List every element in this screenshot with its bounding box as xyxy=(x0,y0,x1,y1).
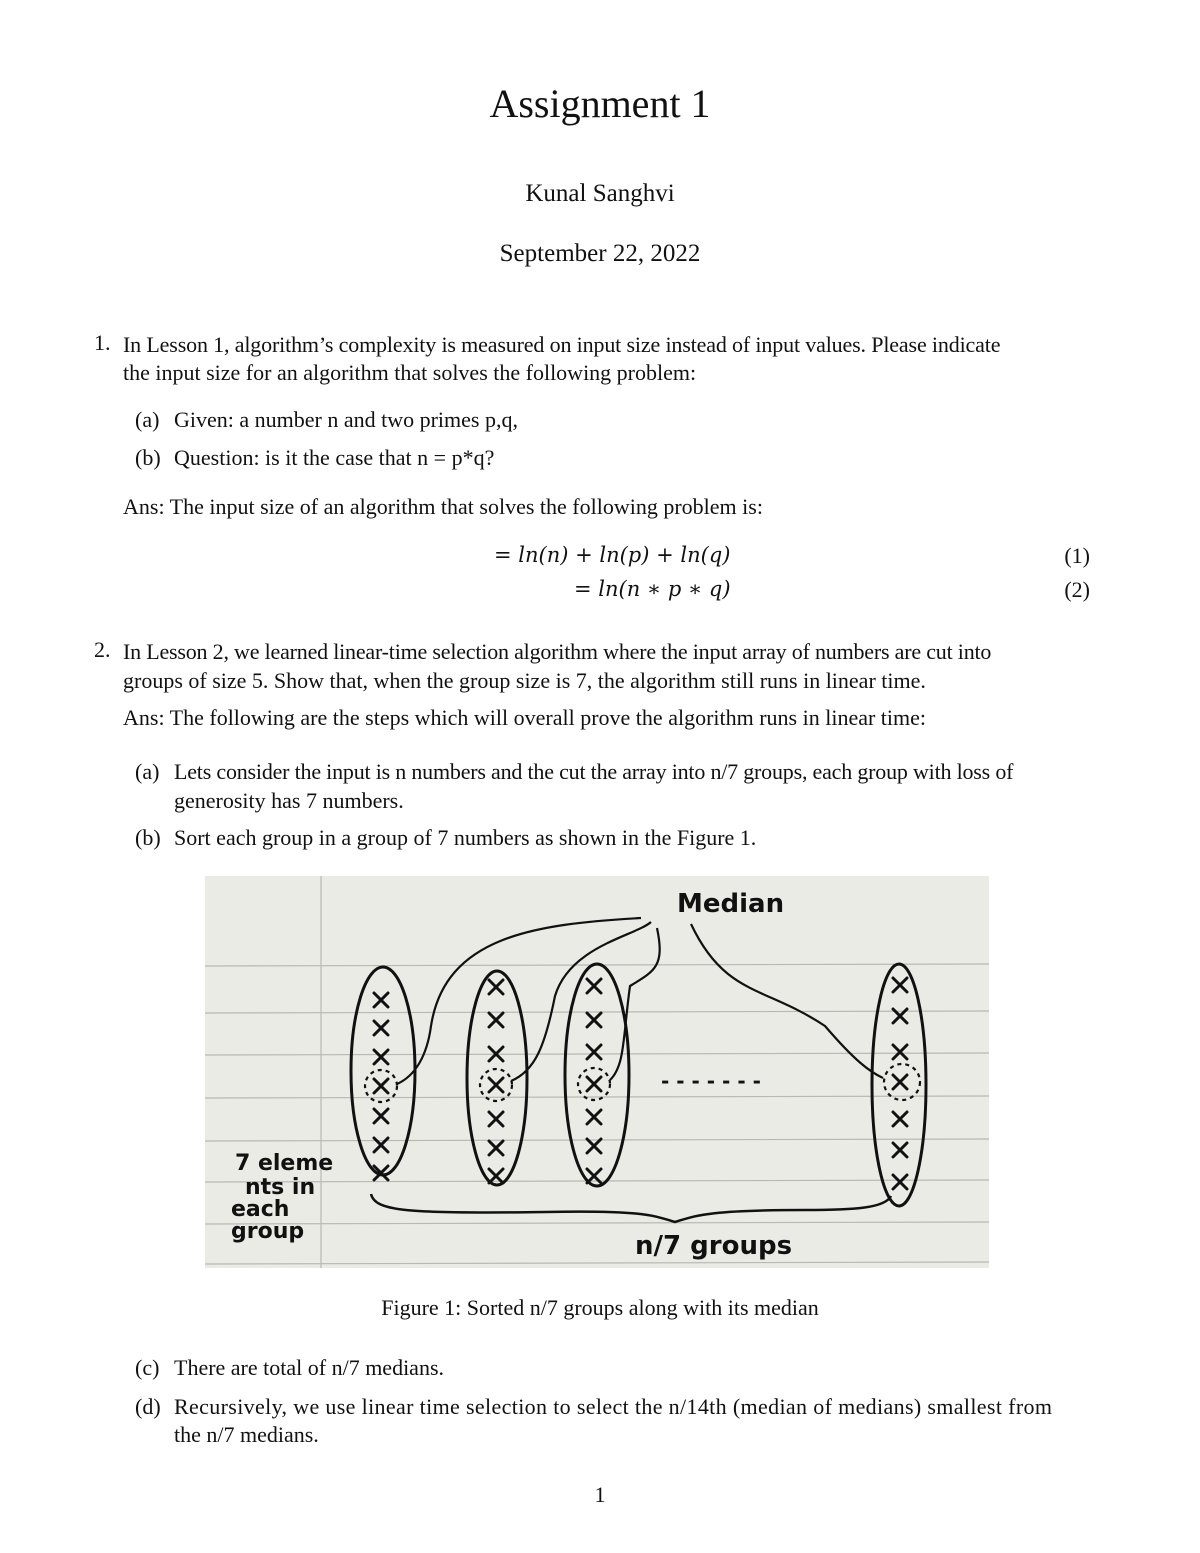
cross-mark xyxy=(893,1112,907,1126)
question-1-text-line-1: In Lesson 1, algorithm’s complexity is measured on input size instead of input values. Please indicate xyxy=(123,332,1001,357)
cross-mark xyxy=(374,1109,388,1123)
question-2-item-d-line-2: the n/7 medians. xyxy=(174,1422,319,1447)
question-1-item-a-text: Given: a number n and two primes p,q, xyxy=(174,407,518,432)
question-1-answer: Ans: The input size of an algorithm that solves the following problem is: xyxy=(123,494,763,519)
cross-mark xyxy=(489,1141,503,1155)
question-2-item-a-label: (a) xyxy=(135,759,160,784)
question-1-item-b-text: Question: is it the case that n = p*q? xyxy=(174,445,495,470)
cross-mark xyxy=(587,979,601,993)
question-1-item-a-label: (a) xyxy=(135,407,160,432)
paper-title: Assignment 1 xyxy=(489,81,711,126)
cross-mark xyxy=(587,1077,601,1091)
cross-mark xyxy=(893,1075,907,1089)
equation-2: = ln(n ∗ p ∗ q) xyxy=(574,577,731,601)
cross-mark xyxy=(374,1021,388,1035)
paper-date: September 22, 2022 xyxy=(499,240,701,267)
cross-mark xyxy=(893,1175,907,1189)
cross-mark xyxy=(374,993,388,1007)
question-1-text-line-2: the input size for an algorithm that solves the following problem: xyxy=(123,360,697,385)
figure-1-hand-drawing xyxy=(205,876,989,1268)
cross-mark xyxy=(893,978,907,992)
figure-note-line-1: 7 eleme xyxy=(235,1151,334,1176)
equation-1: = ln(n) + ln(p) + ln(q) xyxy=(494,543,731,567)
question-2-item-b-label: (b) xyxy=(135,825,161,850)
equation-2-tag: (2) xyxy=(1064,577,1090,602)
question-2-text-line-2: groups of size 5. Show that, when the group size is 7, the algorithm still runs in linear time. xyxy=(123,668,926,693)
question-2-item-a-line-1: Lets consider the input is n numbers and the cut the array into n/7 groups, each group with loss of xyxy=(174,759,1014,784)
cross-mark xyxy=(893,1045,907,1059)
figure-ellipsis: - - - - - - - xyxy=(661,1069,761,1093)
page-number: 1 xyxy=(594,1482,606,1507)
cross-mark xyxy=(587,1110,601,1124)
question-1-number: 1. xyxy=(94,330,111,355)
cross-mark xyxy=(489,1112,503,1126)
question-1-item-b-label: (b) xyxy=(135,445,161,470)
cross-mark xyxy=(587,1045,601,1059)
equation-1-tag: (1) xyxy=(1064,543,1090,568)
question-2-item-a-line-2: generosity has 7 numbers. xyxy=(174,788,404,813)
question-2-item-d-label: (d) xyxy=(135,1394,161,1419)
cross-mark xyxy=(587,1013,601,1027)
cross-mark xyxy=(489,1013,503,1027)
cross-mark xyxy=(374,1079,388,1093)
cross-mark xyxy=(374,1050,388,1064)
figure-note-bottom: n/7 groups xyxy=(635,1231,793,1261)
question-2-number: 2. xyxy=(94,637,111,662)
cross-mark xyxy=(489,980,503,994)
cross-mark xyxy=(489,1078,503,1092)
figure-1-caption: Figure 1: Sorted n/7 groups along with its median xyxy=(381,1295,819,1320)
figure-note-line-2: nts in xyxy=(245,1175,316,1200)
cross-mark xyxy=(587,1139,601,1153)
question-2-answer: Ans: The following are the steps which will overall prove the algorithm runs in linear time: xyxy=(123,705,927,730)
question-2-item-c-label: (c) xyxy=(135,1355,160,1380)
question-2-item-d-line-1: Recursively, we use linear time selection to select the n/14th (median of medians) smallest from xyxy=(174,1394,1053,1419)
cross-mark xyxy=(893,1143,907,1157)
author-name: Kunal Sanghvi xyxy=(525,180,675,207)
question-2-item-b-text: Sort each group in a group of 7 numbers as shown in the Figure 1. xyxy=(174,825,757,850)
figure-note-line-3: each xyxy=(231,1197,290,1222)
question-2-text-line-1: In Lesson 2, we learned linear-time selection algorithm where the input array of numbers are cut into xyxy=(123,639,992,664)
figure-label-median: Median xyxy=(677,889,785,919)
figure-note-line-4: group xyxy=(231,1219,305,1244)
question-2-item-c-text: There are total of n/7 medians. xyxy=(174,1355,445,1380)
